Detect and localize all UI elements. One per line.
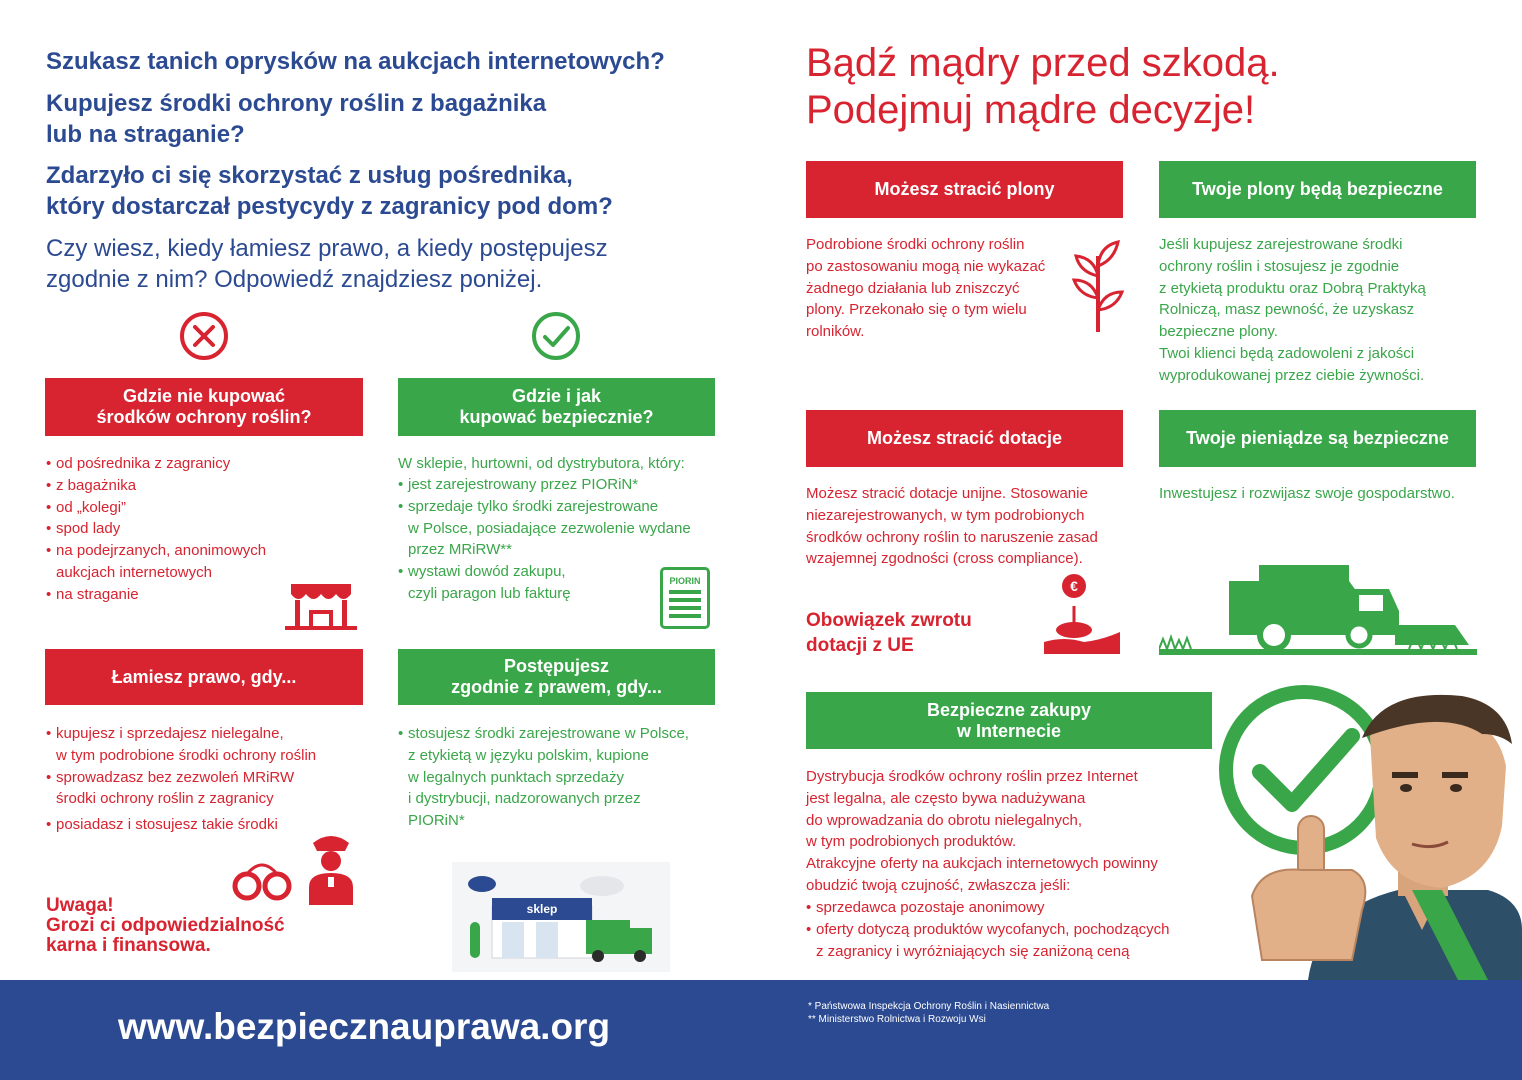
list-item: w tym podrobione środki ochrony roślin bbox=[56, 746, 317, 764]
law-break-title: Łamiesz prawo, gdy... bbox=[111, 666, 297, 687]
text-line: Podrobione środki ochrony roślin bbox=[806, 236, 1025, 253]
warning-text bbox=[46, 896, 285, 956]
list-item: • spod lady bbox=[46, 518, 346, 540]
lose-crops-banner bbox=[806, 161, 1123, 218]
x-circle-icon bbox=[178, 310, 230, 362]
farmer-illustration bbox=[1212, 676, 1522, 980]
where-how-banner bbox=[398, 378, 715, 436]
where-not-banner bbox=[45, 378, 363, 436]
obligation-text bbox=[806, 608, 972, 658]
text-line: do wprowadzania do obrotu nielegalnych, bbox=[806, 811, 1083, 829]
internet-list bbox=[806, 897, 1216, 962]
text-line: niezarejestrowanych, w tym podrobionych bbox=[806, 506, 1085, 524]
intro-line-2: zgodnie z nim? Odpowiedź znajdziesz poniżej. bbox=[46, 266, 543, 293]
warning-line-2: Grozi ci odpowiedzialność bbox=[46, 915, 285, 936]
text-line: bezpieczne plony. bbox=[1159, 323, 1278, 341]
plant-icon bbox=[1068, 236, 1128, 334]
list-item: i dystrybucji, nadzorowanych przez bbox=[408, 790, 641, 808]
text-line: Rolniczą, masz pewność, że uzyskasz bbox=[1159, 301, 1415, 319]
list-item: • sprowadzasz bez zezwoleń MRiRW bbox=[46, 767, 366, 789]
obligation-line-1: Obowiązek zwrotu bbox=[806, 610, 972, 631]
list-item: • wystawi dowód zakupu, bbox=[398, 561, 718, 583]
lose-subsidy-title: Możesz stracić dotacje bbox=[866, 428, 1063, 448]
intro-line-1: Czy wiesz, kiedy łamiesz prawo, a kiedy postępujesz bbox=[46, 235, 608, 262]
question-3a: Zdarzyło ci się skorzystać z usług pośrednika, bbox=[46, 162, 573, 189]
euro-symbol: € bbox=[1062, 574, 1086, 598]
footer bbox=[0, 980, 1522, 1080]
law-ok-title-1: Postępujesz bbox=[503, 656, 610, 676]
list-item: • od pośrednika z zagranicy bbox=[46, 453, 346, 475]
text-line: Atrakcyjne oferty na aukcjach internetowych powinny bbox=[806, 855, 1158, 873]
document-icon-label: PIORIN bbox=[669, 576, 701, 586]
internet-text bbox=[806, 766, 1216, 897]
where-how-title-2: kupować bezpiecznie? bbox=[459, 407, 654, 427]
text-line: Twoi klienci będą zadowoleni z jakości bbox=[1159, 344, 1415, 362]
text-line: w tym podrobionych produktów. bbox=[806, 833, 1017, 851]
text-line: środków ochrony roślin to naruszenie zasad bbox=[806, 528, 1098, 546]
text-line: plony. Przekonało się o tym wielu bbox=[806, 301, 1027, 319]
text-line: ochrony roślin i stosujesz je zgodnie bbox=[1159, 257, 1400, 275]
text-line: obudzić twoją czujność, zwłaszcza jeśli: bbox=[806, 876, 1071, 894]
law-break-list bbox=[46, 723, 366, 836]
euro-hand-icon bbox=[1042, 572, 1122, 658]
market-stall-icon bbox=[283, 580, 359, 632]
list-item: z zagranicy i wyróżniających się zaniżoną ceną bbox=[816, 942, 1130, 960]
list-item: środki ochrony roślin z zagranicy bbox=[56, 790, 274, 808]
lose-subsidy-banner bbox=[806, 410, 1123, 467]
question-3b: który dostarczał pestycydy z zagranicy pod dom? bbox=[46, 193, 613, 220]
website-link[interactable]: www.bezpiecznauprawa.org bbox=[118, 1006, 611, 1047]
safe-crops-text bbox=[1159, 234, 1479, 387]
safe-crops-banner bbox=[1159, 161, 1476, 218]
list-item: PIORiN* bbox=[408, 812, 465, 830]
combine-harvester-icon bbox=[1159, 555, 1477, 657]
check-circle-icon bbox=[530, 310, 582, 362]
law-ok-banner bbox=[398, 649, 715, 705]
safe-money-banner bbox=[1159, 410, 1476, 467]
internet-title-1: Bezpieczne zakupy bbox=[926, 699, 1092, 720]
where-how-lead: W sklepie, hurtowni, od dystrybutora, który: bbox=[398, 455, 685, 472]
list-item: z etykietą w języku polskim, kupione bbox=[408, 746, 649, 764]
text-line: wyprodukowanej przez ciebie żywności. bbox=[1159, 366, 1425, 384]
text-line: rolników. bbox=[806, 323, 865, 341]
text-line: wzajemnej zgodności (cross compliance). bbox=[806, 550, 1083, 568]
list-item: • sprzedaje tylko środki zarejestrowane bbox=[398, 496, 718, 518]
list-item: w legalnych punktach sprzedaży bbox=[408, 768, 624, 786]
safe-crops-title: Twoje plony będą bezpieczne bbox=[1192, 179, 1443, 199]
list-item: przez MRiRW** bbox=[408, 541, 512, 559]
list-item: • sprzedawca pozostaje anonimowy bbox=[806, 897, 1216, 919]
police-officer-icon bbox=[305, 833, 357, 905]
warning-line-1: Uwaga! bbox=[46, 895, 114, 916]
warning-line-3: karna i finansowa. bbox=[46, 935, 211, 956]
list-item: w Polsce, posiadające zezwolenie wydane bbox=[408, 519, 691, 537]
list-item: • na straganie bbox=[46, 584, 346, 606]
headline-1: Bądź mądry przed szkodą. bbox=[806, 41, 1280, 85]
internet-banner bbox=[806, 692, 1212, 749]
text-line: po zastosowaniu mogą nie wykazać bbox=[806, 257, 1046, 275]
text-line: Jeśli kupujesz zarejestrowane środki bbox=[1159, 236, 1403, 253]
text-line: z etykietą produktu oraz Dobrą Praktyką bbox=[1159, 279, 1426, 297]
list-item: • posiadasz i stosujesz takie środki bbox=[46, 814, 366, 836]
question-2b: lub na straganie? bbox=[46, 121, 245, 148]
internet-title-2: w Internecie bbox=[956, 720, 1062, 741]
list-item: aukcjach internetowych bbox=[56, 563, 212, 581]
question-1: Szukasz tanich oprysków na aukcjach internetowych? bbox=[46, 48, 665, 75]
list-item: • oferty dotyczą produktów wycofanych, pochodzących bbox=[806, 919, 1216, 941]
obligation-line-2: dotacji z UE bbox=[806, 635, 914, 656]
lose-subsidy-text bbox=[806, 483, 1136, 570]
safe-money-text: Inwestujesz i rozwijasz swoje gospodarstwo. bbox=[1159, 485, 1455, 502]
where-not-title-1: Gdzie nie kupować bbox=[122, 386, 286, 406]
list-item: • z bagażnika bbox=[46, 475, 346, 497]
law-ok-title-2: zgodnie z prawem, gdy... bbox=[451, 677, 662, 697]
document-icon bbox=[660, 567, 710, 629]
list-item: • jest zarejestrowany przez PIORiN* bbox=[398, 474, 718, 496]
law-break-banner bbox=[45, 649, 363, 705]
safe-money-title: Twoje pieniądze są bezpieczne bbox=[1186, 428, 1449, 448]
shop-truck-icon bbox=[452, 862, 670, 972]
list-item: • od „kolegi” bbox=[46, 497, 346, 519]
lose-crops-text bbox=[806, 234, 1076, 343]
where-how-title-1: Gdzie i jak bbox=[511, 386, 602, 406]
text-line: jest legalna, ale często bywa nadużywana bbox=[806, 789, 1086, 807]
list-item: • stosujesz środki zarejestrowane w Polsce, bbox=[398, 723, 718, 745]
list-item: • kupujesz i sprzedajesz nielegalne, bbox=[46, 723, 366, 745]
footnote-1: * Państwowa Inspekcja Ochrony Roślin i Nasiennictwa bbox=[808, 1001, 1050, 1012]
law-ok-list bbox=[398, 723, 718, 832]
footnote-2: ** Ministerstwo Rolnictwa i Rozwoju Wsi bbox=[808, 1014, 986, 1025]
question-2a: Kupujesz środki ochrony roślin z bagażnika bbox=[46, 90, 547, 117]
headline-2: Podejmuj mądre decyzje! bbox=[806, 88, 1256, 132]
where-not-title-2: środków ochrony roślin? bbox=[96, 407, 312, 427]
shop-label: sklep bbox=[492, 898, 592, 920]
text-line: Możesz stracić dotacje unijne. Stosowanie bbox=[806, 485, 1088, 502]
text-line: żadnego działania lub zniszczyć bbox=[806, 279, 1020, 297]
text-line: Dystrybucja środków ochrony roślin przez Internet bbox=[806, 768, 1138, 785]
list-item: • na podejrzanych, anonimowych bbox=[46, 540, 346, 562]
list-item: czyli paragon lub fakturę bbox=[408, 584, 571, 602]
lose-crops-title: Możesz stracić plony bbox=[874, 179, 1055, 199]
